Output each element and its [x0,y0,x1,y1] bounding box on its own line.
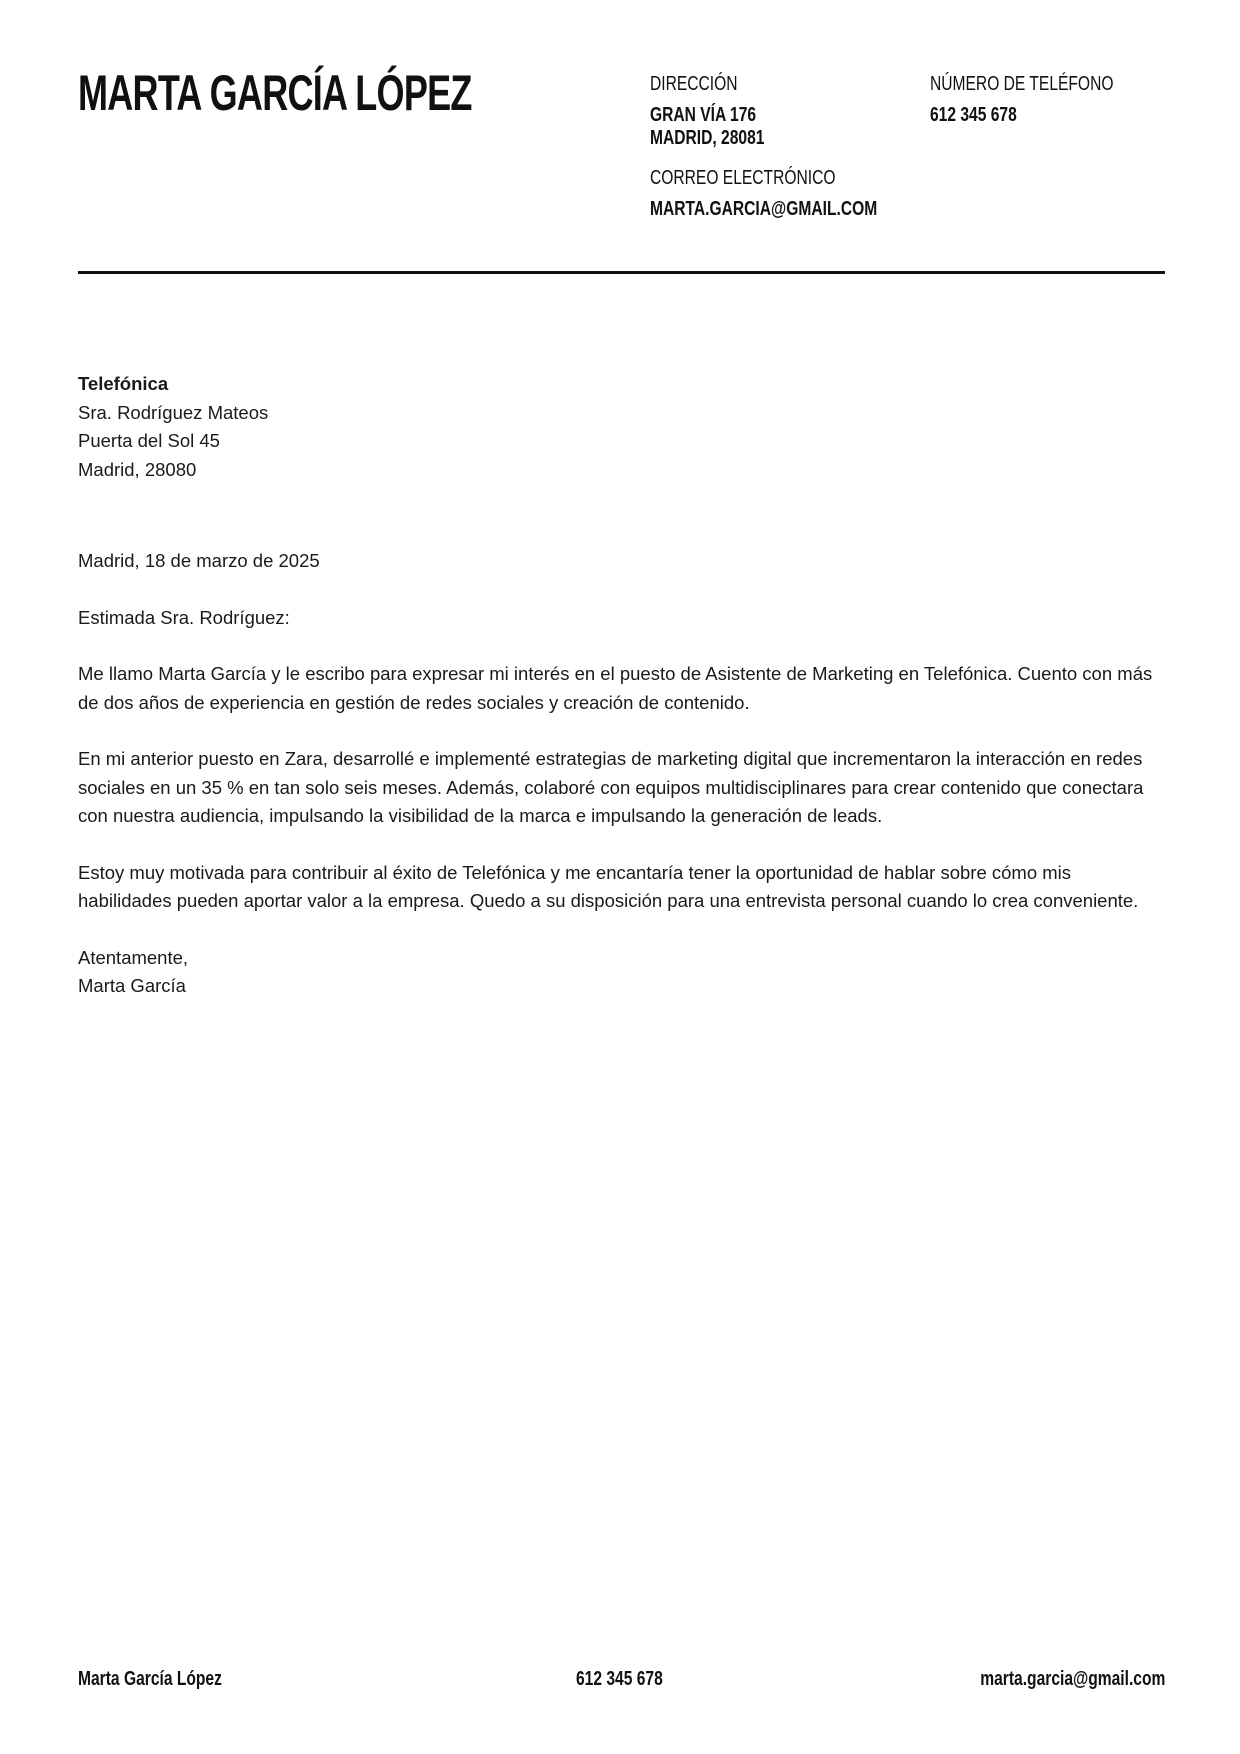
letter-paragraph-3: Estoy muy motivada para contribuir al éxito de Telefónica y me encantaría tener la oportunidad de hablar sobre cómo mis habilidades pueden aportar valor a la empresa. Quedo a su disposición para una entrevista personal cuando lo crea conveniente. [78,861,1139,911]
recipient-street: Puerta del Sol 45 [78,430,220,451]
letter-paragraph-2: En mi anterior puesto en Zara, desarrollé e implementé estrategias de marketing digital que incrementaron la interacción en redes sociales en un 35 % en tan solo seis meses. Además, colaboré con equipos multidisciplinares para crear contenido que conectara con nuestra audiencia, impulsando la visibilidad de la marca e impulsando la generación de leads. [78,748,1144,826]
email-label: CORREO ELECTRÓNICO [650,167,836,189]
letter-greeting: Estimada Sra. Rodríguez: [78,606,290,628]
phone-label: NÚMERO DE TELÉFONO [930,73,1114,95]
footer-name: Marta García López [78,1668,222,1690]
email-block [650,166,941,221]
letter-signature: Marta García [78,975,186,996]
letter-paragraph-1: Me llamo Marta García y le escribo para expresar mi interés en el puesto de Asistente de Marketing en Telefónica. Cuento con más de dos años de experiencia en gestión de redes sociales y creación de contenido. [78,663,1153,713]
address-line-2: MADRID, 28081 [650,127,765,149]
letter-body [78,370,1168,1001]
letter-date: Madrid, 18 de marzo de 2025 [78,550,320,571]
recipient-company: Telefónica [78,373,169,394]
address-block [650,72,797,150]
footer-phone: 612 345 678 [576,1668,663,1690]
phone-value: 612 345 678 [930,104,1017,126]
sender-name: MARTA GARCÍA LÓPEZ [78,65,472,121]
recipient-city: Madrid, 28080 [78,458,197,480]
header-divider [78,271,1165,274]
address-line-1: GRAN VÍA 176 [650,104,757,126]
phone-block [930,72,1165,127]
footer-email: marta.garcia@gmail.com [979,1668,1165,1690]
address-label: DIRECCIÓN [650,73,738,95]
recipient-person: Sra. Rodríguez Mateos [78,401,269,423]
letter-closing: Atentamente, [78,946,189,968]
email-value: MARTA.GARCIA@GMAIL.COM [650,198,878,220]
